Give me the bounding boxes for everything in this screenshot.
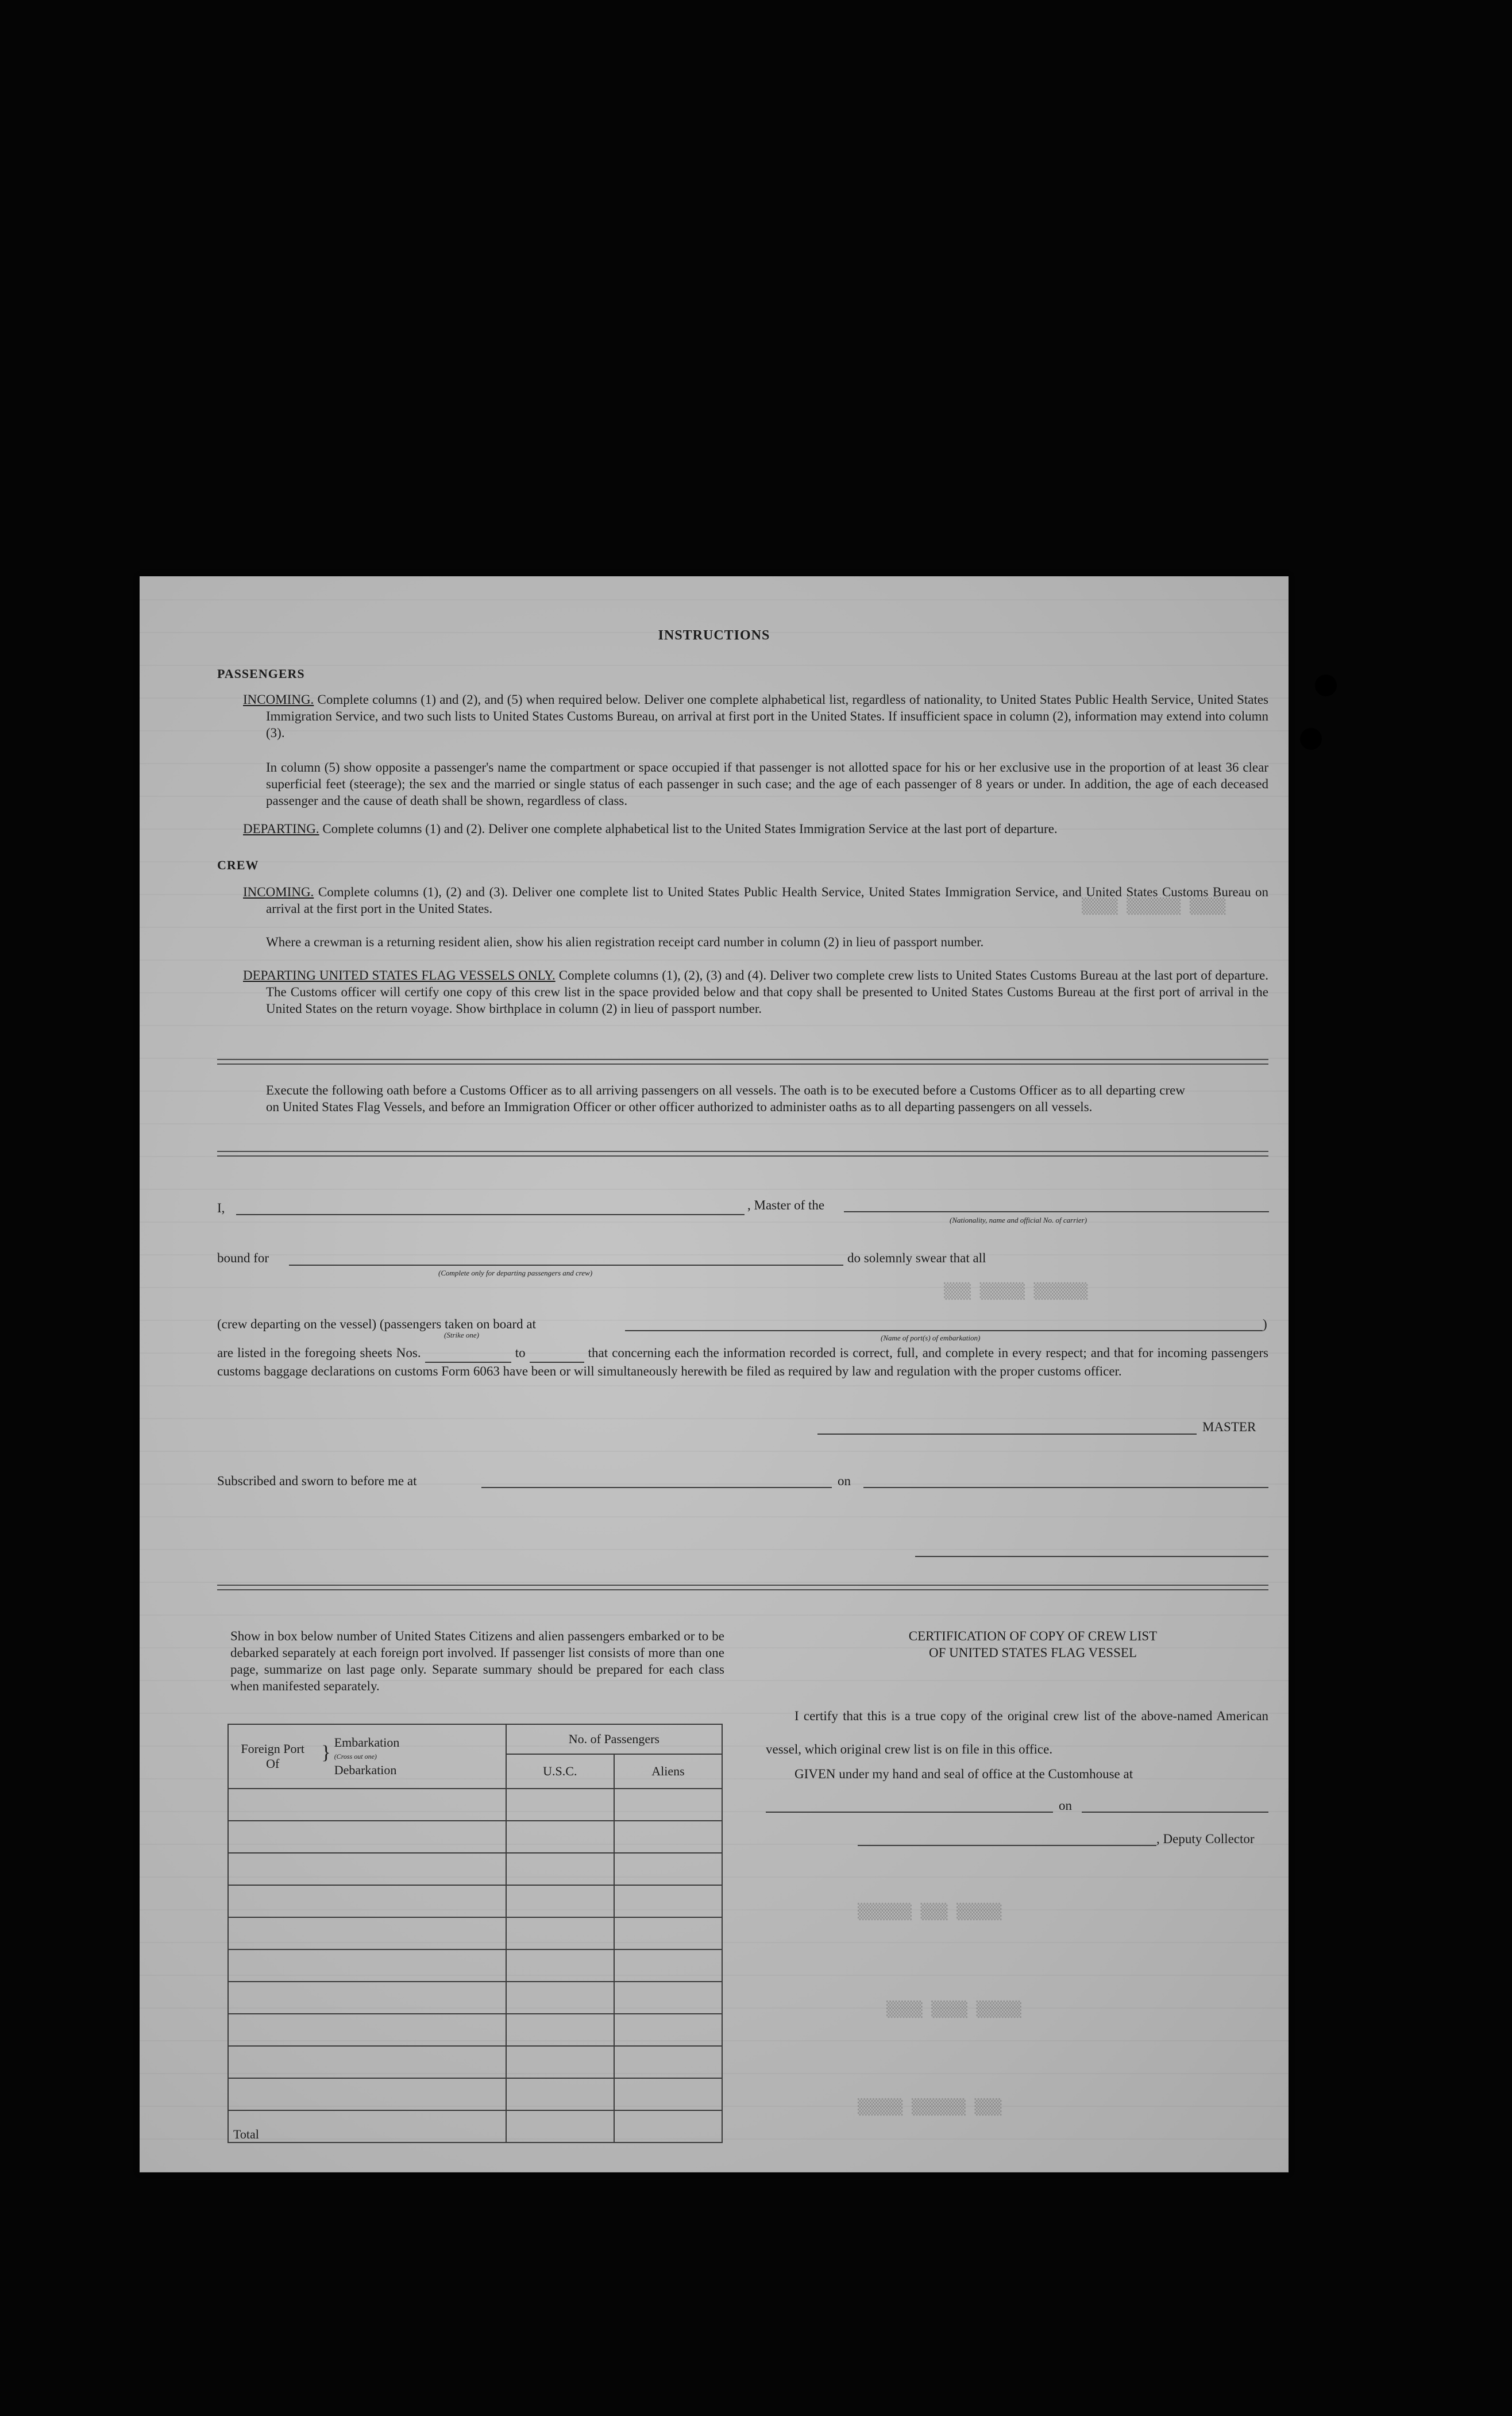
divider — [217, 1059, 1268, 1065]
to-label: to — [515, 1346, 526, 1360]
brace-glyph: } — [321, 1742, 331, 1763]
punch-hole — [1300, 728, 1322, 750]
bleed-through: ▒▒▒▒ ▒▒▒▒▒▒ ▒▒▒▒ — [1082, 898, 1226, 915]
officer-signature-field[interactable] — [915, 1556, 1268, 1557]
bleed-through: ▒▒▒▒▒▒ ▒▒▒ ▒▒▒▒▒ — [858, 1903, 1002, 1921]
bleed-through: ▒▒▒▒ ▒▒▒▒ ▒▒▒▒▒ — [886, 2001, 1021, 2018]
ports-caption: (Name of port(s) of embarkation) — [881, 1334, 981, 1342]
listed-prefix: are listed in the foregoing sheets Nos. — [217, 1346, 421, 1360]
crew-heading: CREW — [217, 858, 259, 872]
sworn-date-field[interactable] — [863, 1487, 1268, 1488]
oath-i-label: I, — [217, 1201, 225, 1215]
crew-incoming-text: Complete columns (1), (2) and (3). Deliver one complete list to United States Public Health Service, United States Immigration Service, and United States Customs Bureau on arrival at the first port in the United States. — [266, 885, 1269, 916]
crew-departing-text: Complete columns (1), (2), (3) and (4). Deliver two complete crew lists to United States Customs Bureau at the last port of departure. The Customs officer will certify one copy of this crew list in the space provided below and that copy shall be presented to United States Customs Bureau at the first port of arrival in the United States on the return voyage. Show birthplace in column (2) in lieu of passport number. — [266, 968, 1269, 1016]
bleed-through: ▒▒▒▒▒ ▒▒▒▒▒▒ ▒▒▒ — [858, 2099, 1002, 2116]
table-row[interactable] — [228, 2078, 722, 2110]
crew-resident: Where a crewman is a returning resident alien, show his alien registration receipt card number in column (2) in lieu of passport number. — [266, 935, 984, 949]
sheet-to-field[interactable] — [530, 1344, 584, 1363]
crew-departing-label: DEPARTING UNITED STATES FLAG VESSELS ONLY. — [243, 968, 556, 982]
master-label: MASTER — [1202, 1420, 1256, 1434]
table-row[interactable] — [228, 1917, 722, 1949]
embark-header — [317, 1724, 506, 1789]
nationality-caption: (Nationality, name and official No. of carrier) — [950, 1216, 1087, 1224]
bound-for-field[interactable] — [289, 1265, 843, 1266]
subscribed-label: Subscribed and sworn to before me at — [217, 1474, 417, 1488]
crew-incoming — [243, 884, 1268, 917]
table-row[interactable] — [228, 1982, 722, 2014]
bound-caption: (Complete only for departing passengers and crew) — [438, 1269, 593, 1277]
given-text: GIVEN under my hand and seal of office at the Customhouse at — [794, 1767, 1133, 1781]
deputy-signature-field[interactable] — [858, 1845, 1156, 1846]
sheet-from-field[interactable] — [425, 1344, 511, 1363]
sworn-at-field[interactable] — [481, 1487, 832, 1488]
certification-text: I certify that this is a true copy of the original crew list of the above-named American vessel, which original crew list is on file in this office. — [766, 1709, 1268, 1756]
incoming-text: Complete columns (1) and (2), and (5) when required below. Deliver one complete alphabetical list, regardless of nationality, to United States Public Health Service, United States Immigration Service, and two such lists to United States Customs Bureau, on arrival at first port in the United States. If insufficient space in column (2), information may extend into column (3). — [266, 692, 1269, 740]
passengers-count-header — [506, 1724, 722, 1789]
usc-label: U.S.C. — [507, 1755, 615, 1788]
certification-heading-2: OF UNITED STATES FLAG VESSEL — [929, 1646, 1137, 1660]
foreign-port-label: Foreign Port Of — [241, 1741, 304, 1771]
certification-heading — [789, 1628, 1277, 1661]
passengers-departing — [243, 820, 1268, 837]
customhouse-field[interactable] — [766, 1812, 1053, 1813]
table-row[interactable] — [228, 1789, 722, 1821]
passengers-incoming — [243, 691, 1268, 741]
total-row[interactable] — [228, 2110, 722, 2143]
departing-text: Complete columns (1) and (2). Deliver one complete alphabetical list to the United States Immigration Service at the last port of departure. — [322, 822, 1058, 836]
cert-date-field[interactable] — [1082, 1812, 1268, 1813]
crew-departing-label-oath: (crew departing on the vessel) (passengers taken on board at — [217, 1317, 536, 1331]
cert-on-label: on — [1059, 1798, 1072, 1813]
passengers-column-5: In column (5) show opposite a passenger's name the compartment or space occupied if that passenger is not allotted space for his or her exclusive use in the proportion of at least 36 clear superficial feet (steerage); the sex and the married or single status of each passenger in such case; and the age of each passenger of 8 years or under. In addition, the age of each deceased passenger and the cause of death shall be shown, regardless of class. — [266, 760, 1268, 808]
summary-instruction: Show in box below number of United States Citizens and alien passengers embarked or to be debarked separately at each foreign port involved. If passenger list consists of more than one page, summarize on last page only. Separate summary should be prepared for each class when manifested separately. — [230, 1629, 724, 1693]
aliens-label: Aliens — [651, 1764, 685, 1778]
debarkation-label: Debarkation — [334, 1763, 397, 1777]
table-row[interactable] — [228, 1885, 722, 1917]
oath-instruction: Execute the following oath before a Customs Officer as to all arriving passengers on all vessels. The oath is to be executed before a Customs Officer as to all departing crew on United States Flag Vessels, and before an Immigration Officer or other officer authorized to administer oaths as to all departing passengers on all vessels. — [266, 1083, 1185, 1114]
swear-label: do solemnly swear that all — [847, 1251, 986, 1265]
listed-statement — [217, 1344, 1268, 1380]
master-name-field[interactable] — [236, 1214, 745, 1215]
passengers-heading: PASSENGERS — [217, 666, 305, 681]
table-row[interactable] — [228, 1821, 722, 1853]
divider — [217, 1585, 1268, 1590]
cross-out-caption: (Cross out one) — [334, 1752, 377, 1760]
master-of-label: , Master of the — [747, 1198, 825, 1212]
crew-departing — [243, 967, 1268, 1017]
embarkation-label: Embarkation — [334, 1735, 400, 1750]
bleed-through: ▒▒▒ ▒▒▒▒▒ ▒▒▒▒▒▒ — [944, 1283, 1088, 1300]
no-passengers-label: No. of Passengers — [507, 1725, 722, 1755]
crew-incoming-label: INCOMING. — [243, 885, 314, 899]
table-row[interactable] — [228, 1949, 722, 1982]
table-row[interactable] — [228, 2014, 722, 2046]
bound-for-label: bound for — [217, 1251, 269, 1265]
departing-label: DEPARTING. — [243, 822, 319, 836]
listed-text: that concerning each the information recorded is correct, full, and complete in every respect; and that for incoming passengers customs baggage declarations on customs Form 6063 have been or will simultaneously herewith be filed as required by law and regulation with the proper customs officer. — [217, 1346, 1268, 1378]
embarkation-ports-field[interactable] — [625, 1330, 1263, 1331]
carrier-field[interactable] — [844, 1211, 1269, 1212]
table-row[interactable] — [228, 2046, 722, 2078]
master-signature-field[interactable] — [817, 1434, 1197, 1435]
on-label: on — [838, 1474, 851, 1488]
page-title: INSTRUCTIONS — [658, 628, 770, 643]
close-paren: ) — [1263, 1317, 1267, 1331]
strike-caption: (Strike one) — [444, 1331, 480, 1339]
total-label: Total — [228, 2110, 506, 2143]
divider — [217, 1151, 1268, 1157]
foreign-port-header — [228, 1724, 317, 1789]
passenger-summary-table — [227, 1724, 723, 2143]
certification-heading-1: CERTIFICATION OF COPY OF CREW LIST — [908, 1629, 1158, 1643]
document-page — [140, 576, 1289, 2172]
deputy-collector-label: , Deputy Collector — [1156, 1832, 1255, 1846]
incoming-label: INCOMING. — [243, 692, 314, 707]
punch-hole — [1315, 675, 1337, 696]
table-row[interactable] — [228, 1853, 722, 1885]
